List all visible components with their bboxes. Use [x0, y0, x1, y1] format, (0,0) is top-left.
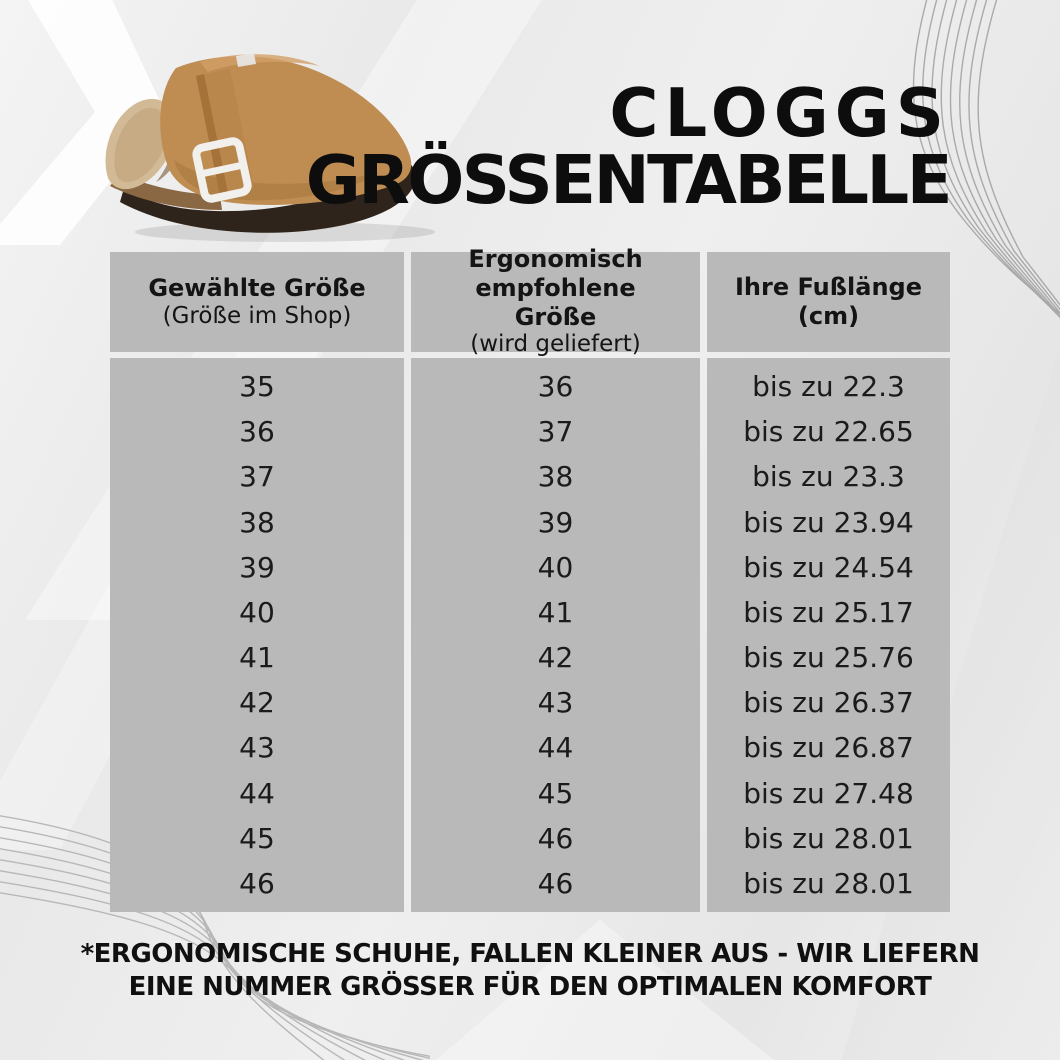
table-cell-foot: bis zu 25.76 [743, 641, 914, 675]
table-cell-shop: 38 [239, 505, 275, 539]
table-cell-foot: bis zu 28.01 [743, 866, 914, 900]
table-cell-delivered: 46 [537, 866, 574, 900]
table-cell-foot: bis zu 25.17 [743, 595, 914, 629]
column-header-title: Ergonomisch empfohlene Größe [468, 245, 643, 331]
table-cell-foot: bis zu 24.54 [743, 550, 914, 584]
table-cell-delivered: 38 [537, 460, 574, 494]
table-cell-foot: bis zu 28.01 [743, 821, 914, 855]
table-body-column-delivered [411, 358, 700, 912]
column-header-title: Gewählte Größe [148, 273, 366, 302]
table-cell-shop: 43 [239, 731, 275, 765]
table-body-column-shop [110, 358, 404, 912]
page-title-line1: CLOGGS [609, 74, 950, 152]
footnote-line1: *ERGONOMISCHE SCHUHE, FALLEN KLEINER AUS - WIR LIEFERN [80, 939, 980, 969]
table-cell-delivered: 45 [537, 776, 574, 810]
table-cell-delivered: 43 [537, 686, 574, 720]
table-cell-shop: 40 [239, 595, 275, 629]
table-cell-foot: bis zu 26.37 [743, 686, 914, 720]
page-title [305, 74, 950, 219]
table-cell-delivered: 46 [537, 821, 574, 855]
table-cell-shop: 46 [239, 866, 275, 900]
table-cell-shop: 39 [239, 550, 275, 584]
table-cell-shop: 42 [239, 686, 275, 720]
table-cell-delivered: 41 [537, 595, 574, 629]
size-table [110, 245, 950, 912]
column-header-title: Ihre Fußlänge [735, 273, 922, 302]
table-cell-foot: bis zu 27.48 [743, 776, 914, 810]
table-cell-shop: 45 [239, 821, 275, 855]
table-cell-delivered: 40 [537, 550, 574, 584]
column-header-shop-size [110, 252, 404, 352]
table-cell-foot: bis zu 26.87 [743, 731, 914, 765]
column-header-foot-length [707, 252, 950, 352]
table-cell-delivered: 44 [537, 731, 574, 765]
table-cell-shop: 41 [239, 641, 275, 675]
column-header-subtitle: (Größe im Shop) [162, 302, 352, 329]
table-cell-shop: 36 [239, 415, 275, 449]
table-cell-shop: 37 [239, 460, 275, 494]
table-cell-foot: bis zu 23.3 [752, 460, 905, 494]
page-title-line2: GRÖSSENTABELLE [305, 141, 950, 219]
table-cell-foot: bis zu 22.65 [743, 415, 914, 449]
table-cell-foot: bis zu 22.3 [752, 370, 905, 404]
table-cell-delivered: 42 [537, 641, 574, 675]
table-cell-foot: bis zu 23.94 [743, 505, 914, 539]
table-body-column-foot [707, 358, 950, 912]
footnote-line2: EINE NUMMER GRÖSSER FÜR DEN OPTIMALEN KOMFORT [128, 972, 932, 1002]
table-cell-delivered: 36 [537, 370, 574, 404]
column-header-subtitle: (cm) [797, 302, 860, 330]
table-cell-shop: 44 [239, 776, 275, 810]
column-header-subtitle: (wird geliefert) [470, 331, 641, 358]
table-cell-delivered: 39 [537, 505, 574, 539]
column-header-recommended-size [411, 245, 700, 358]
footnote [0, 938, 1060, 1004]
table-cell-shop: 35 [239, 370, 275, 404]
table-cell-delivered: 37 [537, 415, 574, 449]
